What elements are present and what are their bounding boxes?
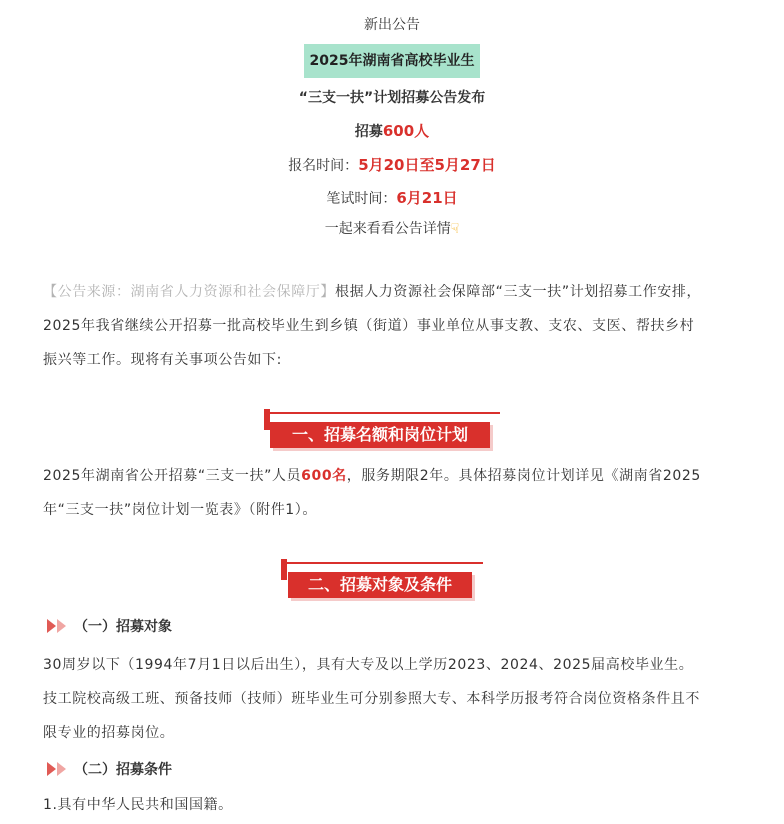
section-1-text-after: ，服务期限2年。具体招募岗位计划详见《湖南省2025年“三支一扶”岗位计划一览表》（附件1）。	[43, 468, 701, 518]
recruit-count: 600人	[382, 122, 430, 140]
section-1-text-before: 2025年湖南省公开招募“三支一扶”人员	[43, 468, 302, 484]
arrow-icon-secondary	[57, 762, 66, 776]
section-2-title: 二、招募对象及条件	[288, 572, 472, 598]
source-label: 【公告来源：湖南省人力资源和社会保障厅】	[43, 284, 335, 300]
signup-time-line	[0, 155, 784, 176]
subsection-2-item-1	[43, 788, 703, 822]
section-1-title: 一、招募名额和岗位计划	[270, 422, 490, 448]
headline-year	[0, 44, 784, 78]
subsection-1-text: 30周岁以下（1994年7月1日以后出生），具有大专及以上学历2023、2024、2025届高校毕业生。技工院校高级工班、预备技师（技师）班毕业生可分别参照大专、本科学历报考符合岗位资格条件且不限专业的招募岗位。	[43, 657, 700, 741]
section-1-count: 600名	[301, 468, 347, 484]
section-2-rule	[283, 562, 483, 564]
headline-program-text: “三支一扶”计划招募公告发布	[298, 90, 486, 106]
hand-pointing-down-icon: ☟	[450, 221, 460, 237]
subsection-1-heading	[47, 616, 172, 636]
recruit-count-line	[0, 121, 784, 142]
exam-value: 6月21日	[396, 189, 458, 207]
exam-label: 笔试时间：	[326, 191, 397, 207]
arrow-icon	[47, 619, 56, 633]
arrow-icon-secondary	[57, 619, 66, 633]
subsection-2-heading	[47, 759, 172, 779]
intro-paragraph	[43, 275, 703, 377]
details-line	[0, 219, 784, 239]
headline-program	[0, 88, 784, 108]
details-text: 一起来看看公告详情	[324, 221, 451, 237]
section-1-paragraph	[43, 459, 703, 527]
arrow-icon	[47, 762, 56, 776]
signup-value: 5月20日至5月27日	[358, 156, 496, 174]
section-1-rule	[266, 412, 500, 414]
notice-label-text: 新出公告	[364, 17, 420, 33]
subsection-1-title: （一）招募对象	[74, 619, 172, 635]
exam-time-line	[0, 188, 784, 209]
notice-label	[0, 15, 784, 35]
section-2-tab	[281, 559, 287, 580]
subsection-1-paragraph	[43, 648, 703, 750]
subsection-2-title: （二）招募条件	[74, 762, 172, 778]
headline-highlight: 2025年湖南省高校毕业生	[304, 44, 481, 78]
signup-label: 报名时间：	[288, 158, 359, 174]
intro-text: 根据人力资源社会保障部“三支一扶”计划招募工作安排，2025年我省继续公开招募一批高校毕业生到乡镇（街道）事业单位从事支教、支农、支医、帮扶乡村振兴等工作。现将有关事项公告如下:	[43, 284, 702, 368]
recruit-prefix: 招募	[354, 124, 383, 140]
subsection-2-item-1-text: 1.具有中华人民共和国国籍。	[43, 797, 233, 813]
